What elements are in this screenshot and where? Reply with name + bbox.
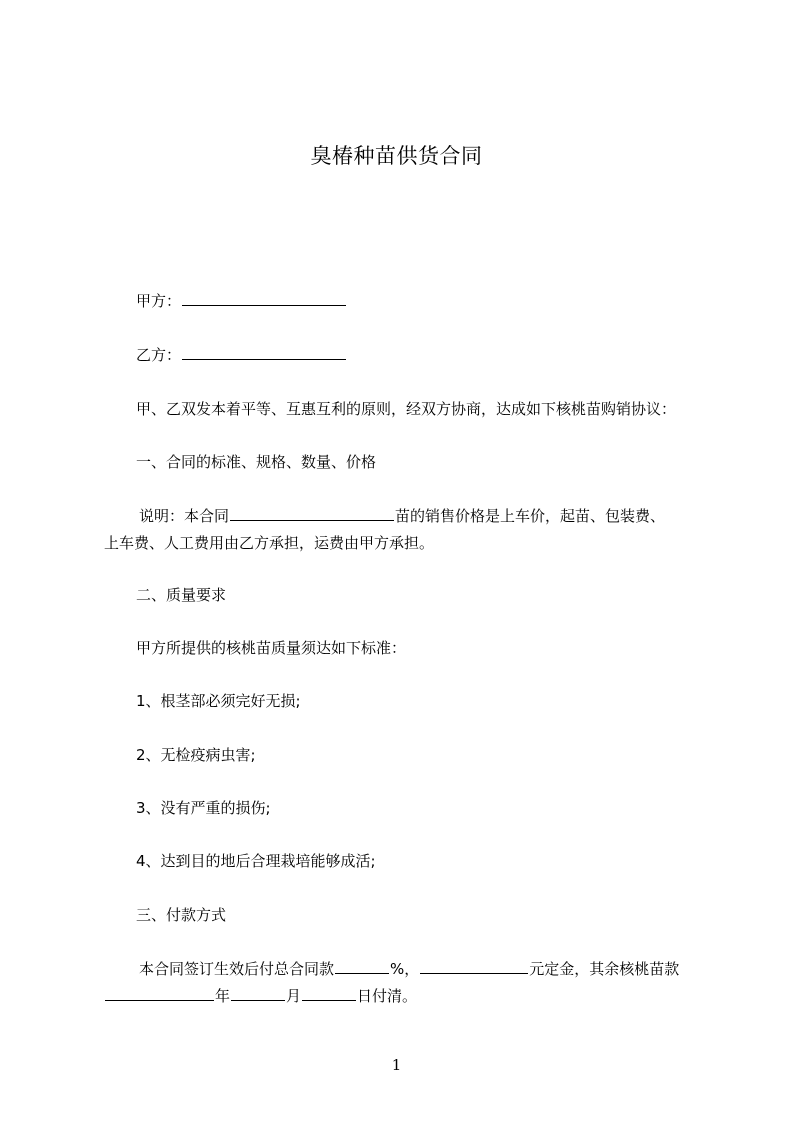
- day-blank[interactable]: [302, 986, 356, 1001]
- quality-item: 3、没有严重的损伤;: [136, 799, 271, 817]
- section1-desc-line1: [139, 506, 739, 526]
- payment-line1: [139, 959, 739, 979]
- month-blank[interactable]: [231, 986, 285, 1001]
- page-number: 1: [391, 1056, 402, 1074]
- section1-heading: 一、合同的标准、规格、数量、价格: [136, 453, 377, 471]
- payment-line2: [104, 986, 704, 1006]
- quality-item: 2、无检疫病虫害;: [136, 746, 256, 764]
- section2-lead: 甲方所提供的核桃苗质量须达如下标准：: [136, 639, 407, 657]
- deposit-blank[interactable]: [420, 959, 528, 974]
- payment-deposit: 元定金，其余核桃苗款: [529, 960, 680, 978]
- contract-title: 臭椿种苗供货合同: [310, 144, 483, 168]
- percent-blank[interactable]: [335, 959, 389, 974]
- party-b-line: [136, 345, 736, 365]
- party-a-label: 甲方：: [136, 292, 182, 310]
- party-a-blank[interactable]: [182, 291, 346, 306]
- section2-heading: 二、质量要求: [136, 586, 227, 604]
- intro-paragraph: 甲、乙双发本着平等、互惠互利的原则，经双方协商，达成如下核桃苗购销协议：: [136, 400, 677, 418]
- section1-desc-line2: 上车费、人工费用由乙方承担，运费由甲方承担。: [104, 534, 435, 552]
- year-label: 年: [215, 987, 231, 1005]
- desc-prefix: 说明：本合同: [139, 507, 230, 525]
- section3-heading: 三、付款方式: [136, 906, 227, 924]
- seedling-name-blank[interactable]: [230, 506, 394, 521]
- month-label: 月: [286, 987, 302, 1005]
- quality-item: 4、达到目的地后合理栽培能够成活;: [136, 852, 376, 870]
- quality-item: 1、根茎部必须完好无损;: [136, 692, 301, 710]
- year-blank[interactable]: [105, 986, 214, 1001]
- day-label: 日付清。: [357, 987, 418, 1005]
- payment-prefix: 本合同签订生效后付总合同款: [139, 960, 335, 978]
- party-b-blank[interactable]: [182, 345, 346, 360]
- party-a-line: [136, 291, 736, 311]
- payment-percent: %，: [390, 960, 420, 978]
- party-b-label: 乙方：: [136, 346, 182, 364]
- desc-mid: 苗的销售价格是上车价，起苗、包装费、: [395, 507, 666, 525]
